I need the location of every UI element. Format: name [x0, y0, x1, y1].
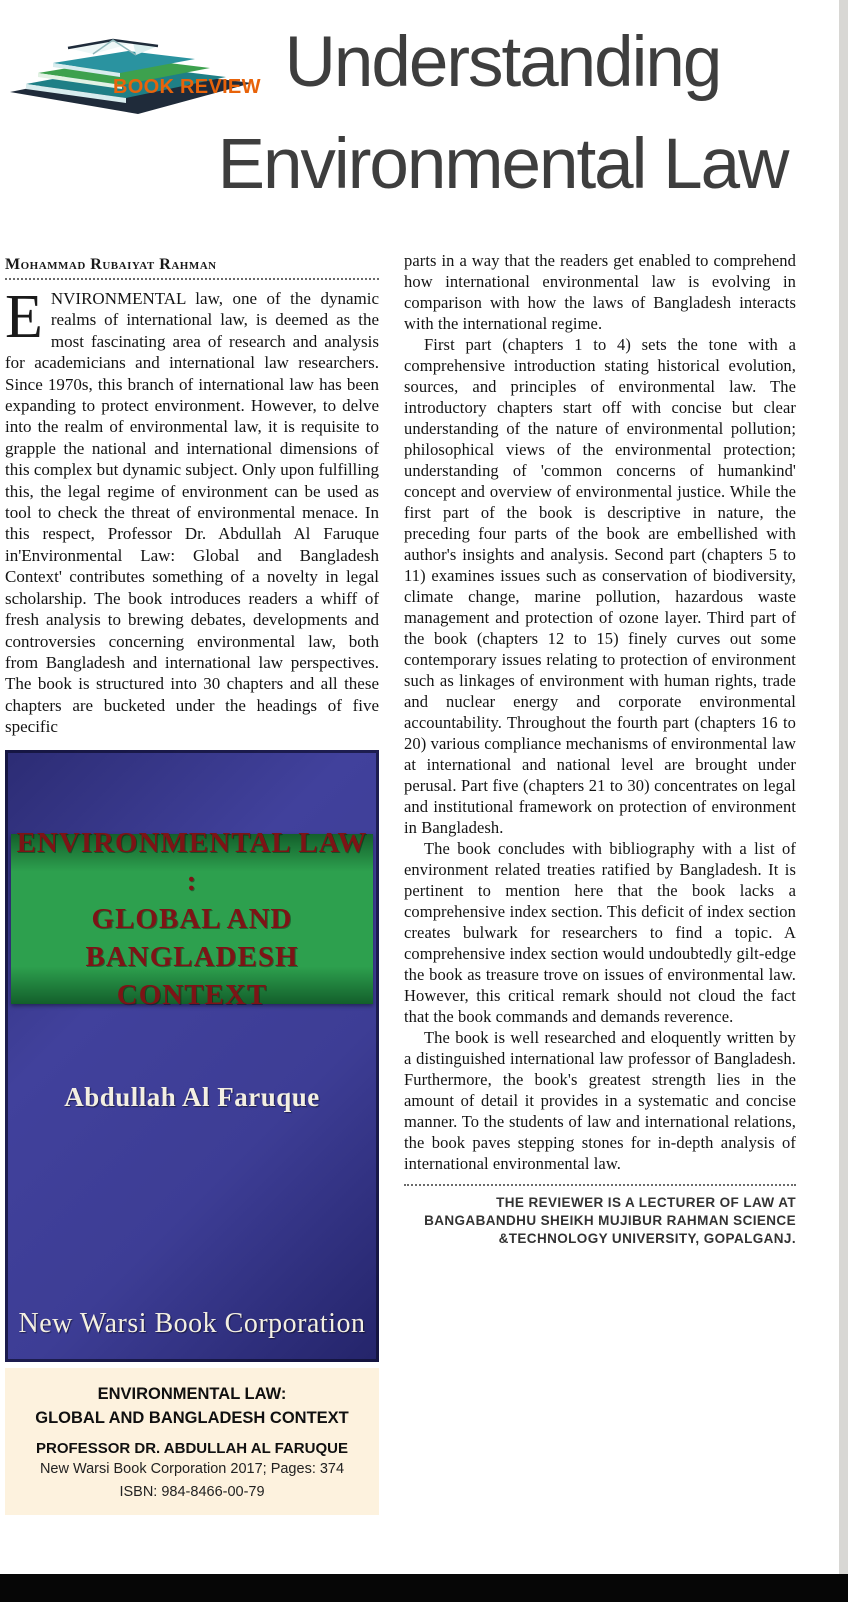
byline-divider	[5, 278, 379, 280]
reviewer-divider	[404, 1184, 796, 1186]
paragraph: The book concludes with bibliography with a list of environment related treaties ratified by Bangladesh. It is pertinent to mention here that the book lacks a comprehensive index section. This deficit of index section creates bulwark for researchers to find a topic. A comprehensive index section would undoubtedly gilt-edge the book as treasure trove on issues of environmental law. However, this critical remark should not cloud the fact that the book commands and demands reverence.	[404, 839, 796, 1026]
book-cover-title-line-1: ENVIRONMENTAL LAW :	[16, 826, 368, 897]
headline-line-1: Understanding	[284, 23, 721, 102]
reviewer-note: THE REVIEWER IS A LECTURER OF LAW AT BANGABANDHU SHEIKH MUJIBUR RAHMAN SCIENCE &TECHNOLOGY UNIVERSITY, GOPALGANJ.	[424, 1195, 796, 1246]
section-kicker: BOOK REVIEW	[113, 76, 261, 98]
right-column	[404, 250, 796, 1515]
article-header	[0, 0, 848, 250]
book-cover-title-line-2: GLOBAL AND BANGLADESH	[85, 902, 299, 973]
dropcap: E	[5, 283, 43, 351]
book-info-isbn: ISBN: 984-8466-00-79	[119, 1483, 265, 1500]
paragraph: parts in a way that the readers get enabled to comprehend how international environmental law is evolving in comparison with how the laws of Bangladesh interacts with the international regime.	[404, 251, 796, 333]
book-info-title-line-2: GLOBAL AND BANGLADESH CONTEXT	[35, 1408, 349, 1427]
page-bottom-bar	[0, 1574, 848, 1602]
article-headline	[205, 12, 800, 216]
book-info-box	[5, 1368, 379, 1515]
left-column	[5, 250, 379, 1515]
paragraph: The book is well researched and eloquently written by a distinguished international law professor of Bangladesh. Furthermore, the book's greatest strength lies in the amount of detail it provides in a systematic and concise manner. To the students of law and international relations, the book paves stepping stones for in-depth analysis of international environmental law.	[404, 1028, 796, 1173]
book-info-title-line-1: ENVIRONMENTAL LAW:	[97, 1384, 287, 1403]
book-cover-author: Abdullah Al Faruque	[64, 1081, 320, 1112]
lead-paragraph-text: NVIRONMENTAL law, one of the dynamic realms of international law, is deemed as the most fascinating area of research and analysis for academicians and international law researchers. Since 1970s, this branch of international law has been expanding to protect environment. However, to delve into the realm of environmental law, it is requisite to grapple the national and international dimensions of this complex but dynamic subject. Only upon fulfilling this, the legal regime of environment can be used as tool to check the threat of environmental menace. In this respect, Professor Dr. Abdullah Al Faruque in'Environmental Law: Global and Bangladesh Context' contributes something of a novelty in legal scholarship. The book introduces readers a whiff of fresh analysis to brewing debates, developments and controversies concerning environmental law, both from Bangladesh and international law perspectives. The book is structured into 30 chapters and all these chapters are bucketed under the headings of five specific	[5, 289, 379, 737]
paragraph: First part (chapters 1 to 4) sets the tone with a comprehensive introduction stating historical evolution, sources, and principles of environmental law. The introductory chapters start off with concise but clear understanding of the nature of environmental pollution; philosophical views of the environmental protection; understanding of 'common concerns of humankind' concept and overview of environmental justice. While the first part of the book is descriptive in nature, the preceding four parts of the book are embellished with author's insights and analysis. Second part (chapters 5 to 11) examines issues such as conservation of biodiversity, climate change, marine pollution, hazardous waste management and protection of ozone layer. Third part of the book (chapters 12 to 15) finely curves out some contemporary issues relating to protection of environment such as linkages of environment with human rights, trade and nuclear energy and corporate environmental accountability. Throughout the fourth part (chapters 16 to 20) various compliance mechanisms of environmental law at international and national level are brought under perusal. Part five (chapters 21 to 30) concentrates on legal and institutional framework on protection of environment in Bangladesh.	[404, 335, 796, 837]
book-cover-image	[5, 750, 379, 1362]
book-cover-title-band	[11, 826, 373, 1011]
lead-paragraph	[5, 283, 379, 738]
article-body	[0, 250, 848, 1515]
book-info-publisher: New Warsi Book Corporation 2017; Pages: 374	[39, 1460, 345, 1477]
byline: Mohammad Rubaiyat Rahman	[5, 256, 217, 273]
headline-line-2: Environmental Law	[217, 125, 788, 204]
book-info-author: PROFESSOR DR. ABDULLAH AL FARUQUE	[36, 1439, 348, 1457]
book-cover-title-line-3: CONTEXT	[116, 978, 268, 1011]
book-cover-publisher: New Warsi Book Corporation	[18, 1307, 366, 1339]
continuation-text	[404, 250, 796, 1174]
